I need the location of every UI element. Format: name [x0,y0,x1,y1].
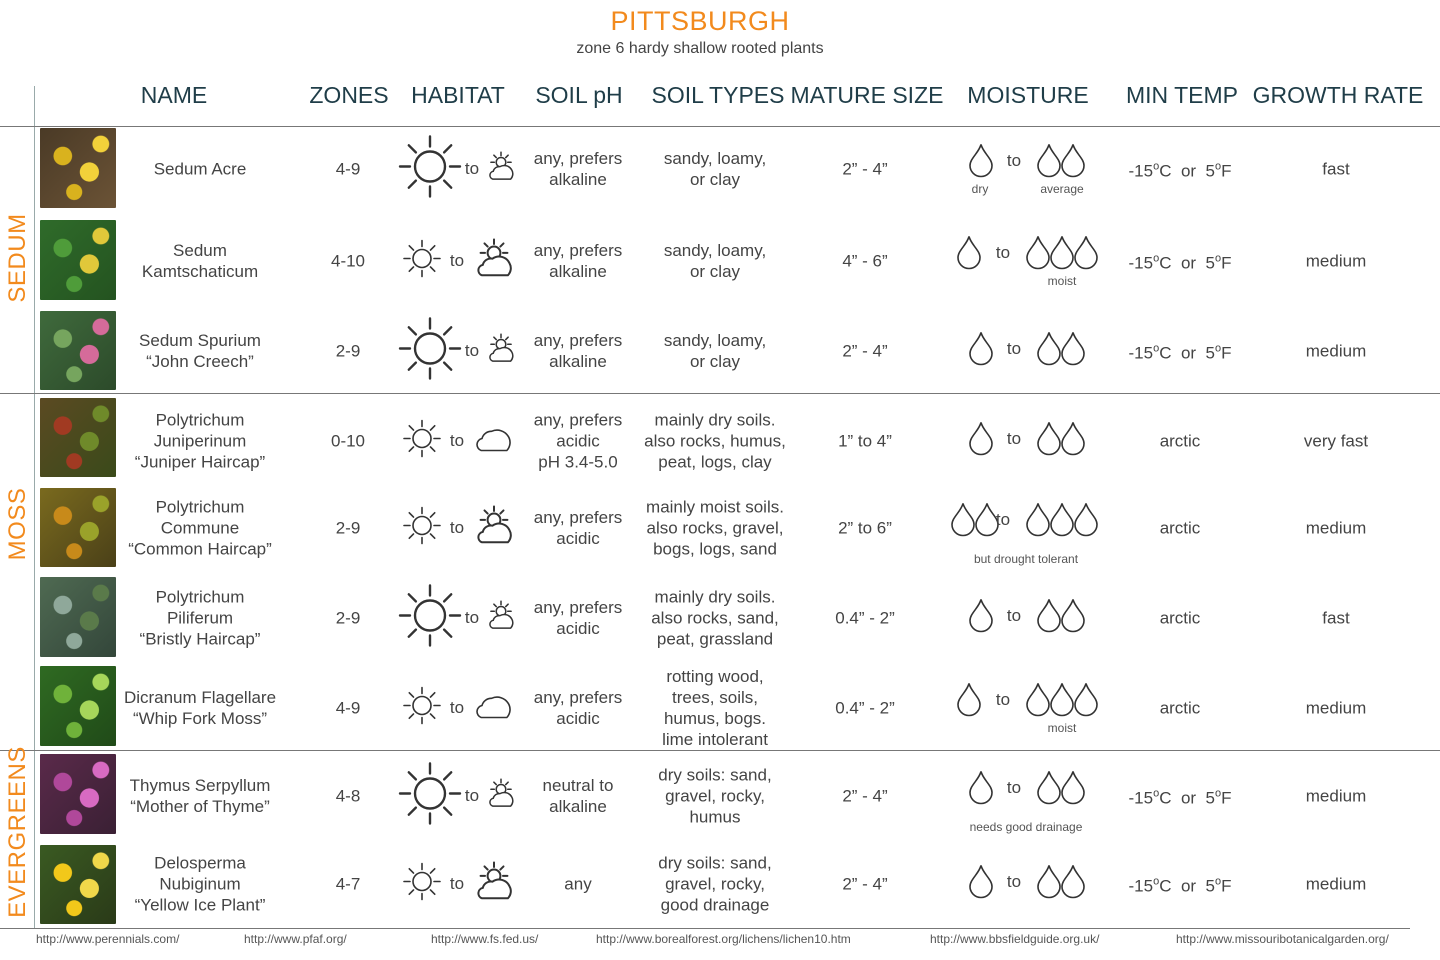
soil-types-line: dry soils: sand, [658,765,772,785]
min-temp: arctic [1159,608,1201,628]
soil-ph-line: any, prefers [533,598,623,617]
habitat-end [485,779,517,814]
soil-types-line: sandy, loamy, [663,149,767,168]
habitat-end [471,506,517,551]
temp-fahrenheit: C or 5 [1159,343,1215,363]
plant-name-line: Sedum Acre [153,159,247,179]
mature-size: 1” to 4” [838,431,892,451]
moisture-high [1036,331,1086,372]
plant-name [135,410,265,473]
plant-photo [40,128,116,208]
footer-link-pfaf[interactable]: http://www.pfaf.org/ [244,932,347,946]
soil-types-line: mainly dry soils. [654,587,776,607]
footer-link-perennials[interactable]: http://www.perennials.com/ [36,932,180,946]
plant-photo [40,845,116,924]
temp-fahrenheit: C or 5 [1159,161,1215,181]
header-mature-size: MATURE SIZE [790,82,944,108]
page-title: PITTSBURGH [610,6,790,36]
soil-ph [534,597,623,639]
habitat-end [485,334,517,369]
moisture-low [968,598,994,639]
soil-ph [564,874,591,895]
moisture-high [1025,502,1099,543]
habitat-to-label: to [464,608,480,627]
moisture-to-label: to [1006,429,1022,448]
min-temp [1129,872,1232,897]
habitat-end [472,425,516,458]
partly-cloudy-icon [485,152,517,182]
soil-types-line: also rocks, gravel, [646,518,784,538]
soil-types-line: sandy, loamy, [663,331,767,350]
zones-value: 4-10 [330,251,366,271]
plant-photo [40,398,116,477]
header-soil-types: SOIL TYPES [651,82,785,108]
growth-rate: fast [1322,159,1350,179]
temp-fahrenheit: C or 5 [1159,253,1215,273]
growth-rate: fast [1322,608,1350,628]
plant-name [130,775,271,817]
plant-name-line: Polytrichum [155,410,245,430]
plant-name [139,330,261,372]
soil-types [658,765,771,828]
habitat-to-label: to [449,518,465,537]
moisture-high [1036,143,1086,184]
footer-link-bbsfieldguide[interactable]: http://www.bbsfieldguide.org.uk/ [930,932,1100,946]
header-name: NAME [140,82,208,108]
soil-ph [534,507,623,549]
zones-value: 2-9 [335,608,361,628]
habitat-end [485,152,517,187]
left-divider [34,86,35,928]
water-drops-icon [1036,143,1086,179]
temp-fahrenheit: C or 5 [1159,876,1215,896]
plant-name [140,587,261,650]
soil-ph [534,410,623,473]
moisture-to-label: to [1006,151,1022,170]
moisture-high [1036,598,1086,639]
min-temp [1129,339,1232,364]
cloud-icon [472,425,516,453]
plant-name-line: “Yellow Ice Plant” [134,895,266,915]
soil-ph-line: alkaline [549,262,607,281]
zones-value: 2-9 [335,518,361,538]
plant-name-line: “Bristly Haircap” [139,629,261,649]
moisture-high [1036,770,1086,811]
moisture-low [968,770,994,811]
soil-types-line: lime intolerant [662,730,768,749]
soil-ph-line: any, prefers [533,410,623,430]
footer-divider [0,928,1410,929]
plant-name-line: Delosperma [154,853,246,873]
group-divider-evergreens [0,750,1440,751]
min-temp [1129,249,1232,274]
water-drops-icon [1036,421,1086,457]
plant-name [154,159,247,180]
plant-photo [40,754,116,834]
moisture-to-label: to [1006,872,1022,891]
soil-types-line: gravel, rocky, [665,786,765,806]
moisture-to-label: to [995,690,1011,709]
soil-ph [543,775,614,817]
degree-sign: o [1153,787,1160,800]
plant-name-line: Polytrichum [155,497,245,517]
water-drops-icon [1036,598,1086,634]
habitat-sun [398,584,462,653]
habitat-sun [402,239,442,284]
moisture-note: but drought tolerant [973,552,1079,566]
soil-ph-line: any, prefers [533,331,623,350]
sun-icon [398,762,462,826]
habitat-end [472,692,516,725]
soil-types-line: humus, bogs. [663,709,767,728]
moisture-high-label: moist [1047,274,1077,288]
partly-cloudy-icon [485,601,517,631]
moisture-high-label: average [1040,182,1084,196]
min-temp [1129,784,1232,809]
habitat-sun [398,762,462,831]
zones-value: 4-9 [335,698,361,718]
growth-rate: medium [1305,698,1367,718]
habitat-to-label: to [449,698,465,717]
habitat-to-label: to [464,159,480,178]
soil-ph [534,240,623,282]
water-drops-icon [1025,502,1099,538]
temp-unit: F [1221,788,1232,808]
moisture-high [1025,682,1099,723]
plant-name-line: “John Creech” [146,352,254,371]
page-subtitle: zone 6 hardy shallow rooted plants [576,40,824,57]
zones-value: 4-7 [335,874,361,894]
moisture-low [968,421,994,462]
water-drops-icon [956,235,982,271]
soil-types-line: also rocks, humus, [644,431,786,451]
soil-ph-line: alkaline [549,797,607,816]
temp-celsius: -15 [1128,343,1154,363]
header-divider [0,126,1440,127]
soil-types [664,330,766,372]
moisture-high [1036,864,1086,905]
soil-types-line: mainly moist soils. [646,497,784,517]
partly-cloudy-icon [485,779,517,809]
plant-name-line: Sedum Spurium [139,331,261,350]
plant-name [135,853,266,916]
soil-types-line: rotting wood, [666,667,764,686]
soil-types-line: also rocks, sand, [651,608,779,628]
moisture-low [956,682,982,723]
water-drops-icon [956,682,982,718]
soil-ph-line: any [564,874,592,894]
soil-ph-line: alkaline [549,170,607,189]
min-temp: arctic [1159,518,1201,538]
soil-types-line: trees, soils, [672,688,758,707]
plant-photo [40,220,116,300]
habitat-end [471,239,517,284]
header-soil-ph: SOIL pH [535,82,623,108]
habitat-sun [398,135,462,204]
moisture-low-label: dry [971,182,989,196]
plant-name-line: “Common Haircap” [128,539,272,559]
soil-types-line: dry soils: sand, [658,853,772,873]
sun-icon [402,419,442,459]
temp-celsius: -15 [1128,788,1154,808]
plant-name-line: Kamtschaticum [141,262,259,281]
partly-cloudy-icon [471,862,517,902]
water-drops-icon [1036,770,1086,806]
soil-types [664,240,766,282]
moisture-note: needs good drainage [969,820,1083,834]
sun-icon [398,584,462,648]
habitat-to-label: to [449,251,465,270]
degree-sign: o [1214,160,1222,173]
degree-sign: o [1153,252,1160,265]
soil-types-line: good drainage [660,895,770,915]
plant-name-line: “Whip Fork Moss” [132,709,268,728]
plant-photo [40,666,116,746]
mature-size: 2” - 4” [842,786,888,806]
habitat-to-label: to [464,786,480,805]
plant-name-line: Sedum [173,241,227,260]
plant-name [128,497,272,560]
moisture-high [1025,235,1099,276]
plant-name-line: Nubiginum [159,874,241,894]
sun-icon [402,506,442,546]
soil-ph-line: alkaline [549,352,607,371]
moisture-low [956,235,982,276]
moisture-low [968,864,994,905]
mature-size: 2” - 4” [842,341,888,361]
plant-name-line: Juniperinum [153,431,247,451]
moisture-low [968,143,994,184]
soil-types-line: or clay [689,262,741,281]
min-temp: arctic [1159,698,1201,718]
header-min-temp: MIN TEMP [1125,82,1239,108]
footer-link-fs[interactable]: http://www.fs.fed.us/ [431,932,539,946]
plant-name-line: “Juniper Haircap” [134,452,266,472]
moisture-to-label: to [1006,339,1022,358]
soil-types-line: bogs, logs, sand [653,539,777,559]
sun-icon [398,135,462,199]
temp-unit: F [1221,253,1232,273]
header-growth-rate: GROWTH RATE [1252,82,1424,108]
water-drops-icon [968,331,994,367]
water-drops-icon [1036,864,1086,900]
moisture-high-label: moist [1047,721,1077,735]
degree-sign: o [1214,252,1222,265]
habitat-to-label: to [464,341,480,360]
soil-types-line: gravel, rocky, [665,874,765,894]
soil-ph-line: any, prefers [533,688,623,707]
soil-types-line: mainly dry soils. [654,410,776,430]
water-drops-icon [1025,682,1099,718]
temp-celsius: -15 [1128,161,1154,181]
moisture-low [950,502,1000,543]
degree-sign: o [1153,875,1160,888]
soil-types-line: peat, logs, clay [658,452,772,472]
plant-name [142,240,258,282]
water-drops-icon [968,421,994,457]
moisture-to-label: to [1006,606,1022,625]
soil-types-line: or clay [689,352,741,371]
mature-size: 2” - 4” [842,874,888,894]
group-label-moss: MOSS [4,487,31,561]
min-temp [1129,157,1232,182]
moisture-to-label: to [995,243,1011,262]
growth-rate: medium [1305,251,1367,271]
degree-sign: o [1214,787,1222,800]
header-habitat: HABITAT [411,82,505,108]
mature-size: 2” to 6” [838,518,892,538]
soil-types-line: peat, grassland [656,629,774,649]
soil-ph-line: any, prefers [533,149,623,168]
soil-types [664,148,766,190]
habitat-sun [398,317,462,386]
plant-name-line: Polytrichum [155,587,245,607]
moisture-high [1036,421,1086,462]
growth-rate: medium [1305,874,1367,894]
water-drops-icon [968,770,994,806]
growth-rate: medium [1305,786,1367,806]
habitat-sun [402,506,442,551]
soil-types [658,853,771,916]
water-drops-icon [950,502,1000,538]
soil-ph-line: acidic [556,431,600,451]
zones-value: 4-8 [335,786,361,806]
mature-size: 4” - 6” [842,251,888,271]
partly-cloudy-icon [471,239,517,279]
header-zones: ZONES [309,82,389,108]
group-divider-moss [0,393,1440,394]
temp-unit: F [1221,343,1232,363]
plant-name-line: Thymus Serpyllum [129,776,271,795]
soil-ph-line: acidic [556,619,600,638]
temp-celsius: -15 [1128,876,1154,896]
moisture-to-label: to [1006,778,1022,797]
soil-ph-line: acidic [556,529,600,548]
sun-icon [402,239,442,279]
soil-types [651,587,779,650]
partly-cloudy-icon [485,334,517,364]
plant-name-line: “Mother of Thyme” [130,797,270,816]
zones-value: 2-9 [335,341,361,361]
plant-photo [40,577,116,657]
water-drops-icon [968,143,994,179]
growth-rate: very fast [1303,431,1369,451]
soil-ph [534,330,623,372]
water-drops-icon [968,864,994,900]
moisture-to-label: to [995,510,1011,529]
partly-cloudy-icon [471,506,517,546]
habitat-to-label: to [449,431,465,450]
moisture-low [968,331,994,372]
water-drops-icon [1025,235,1099,271]
soil-ph [534,687,623,729]
sun-icon [402,862,442,902]
min-temp: arctic [1159,431,1201,451]
group-label-sedum: SEDUM [4,213,31,303]
plant-photo [40,311,116,390]
plant-photo [40,488,116,567]
habitat-end [485,601,517,636]
water-drops-icon [1036,331,1086,367]
habitat-to-label: to [449,874,465,893]
header-moisture: MOISTURE [967,82,1089,108]
soil-types-line: or clay [689,170,741,189]
growth-rate: medium [1305,518,1367,538]
footer-link-borealforest[interactable]: http://www.borealforest.org/lichens/lichen10.htm [596,932,851,946]
soil-ph-line: any, prefers [533,241,623,260]
degree-sign: o [1214,875,1222,888]
mature-size: 0.4” - 2” [835,608,895,628]
sun-icon [398,317,462,381]
mature-size: 0.4” - 2” [835,698,895,718]
habitat-end [471,862,517,907]
soil-types-line: humus [689,807,741,827]
temp-unit: F [1221,161,1232,181]
footer-link-missouri[interactable]: http://www.missouribotanicalgarden.org/ [1176,932,1389,946]
soil-types [662,666,768,750]
habitat-sun [402,686,442,731]
sun-icon [402,686,442,726]
soil-types [646,497,784,560]
soil-ph-line: neutral to [542,776,614,795]
plant-name-line: Commune [160,518,240,538]
zones-value: 4-9 [335,159,361,179]
mature-size: 2” - 4” [842,159,888,179]
degree-sign: o [1153,342,1160,355]
temp-fahrenheit: C or 5 [1159,788,1215,808]
degree-sign: o [1153,160,1160,173]
plant-name-line: Dicranum Flagellare [123,688,277,707]
group-label-evergreens: EVERGREENS [4,746,31,918]
growth-rate: medium [1305,341,1367,361]
soil-ph-line: acidic [556,709,600,728]
soil-types [644,410,786,473]
habitat-sun [402,419,442,464]
temp-unit: F [1221,876,1232,896]
soil-ph-line: any, prefers [533,508,623,527]
water-drops-icon [968,598,994,634]
soil-ph [534,148,623,190]
temp-celsius: -15 [1128,253,1154,273]
plant-name-line: Piliferum [166,608,234,628]
degree-sign: o [1214,342,1222,355]
cloud-icon [472,692,516,720]
soil-types-line: sandy, loamy, [663,241,767,260]
habitat-sun [402,862,442,907]
soil-ph-line: pH 3.4-5.0 [538,452,618,472]
zones-value: 0-10 [330,431,366,451]
plant-name [124,687,276,729]
